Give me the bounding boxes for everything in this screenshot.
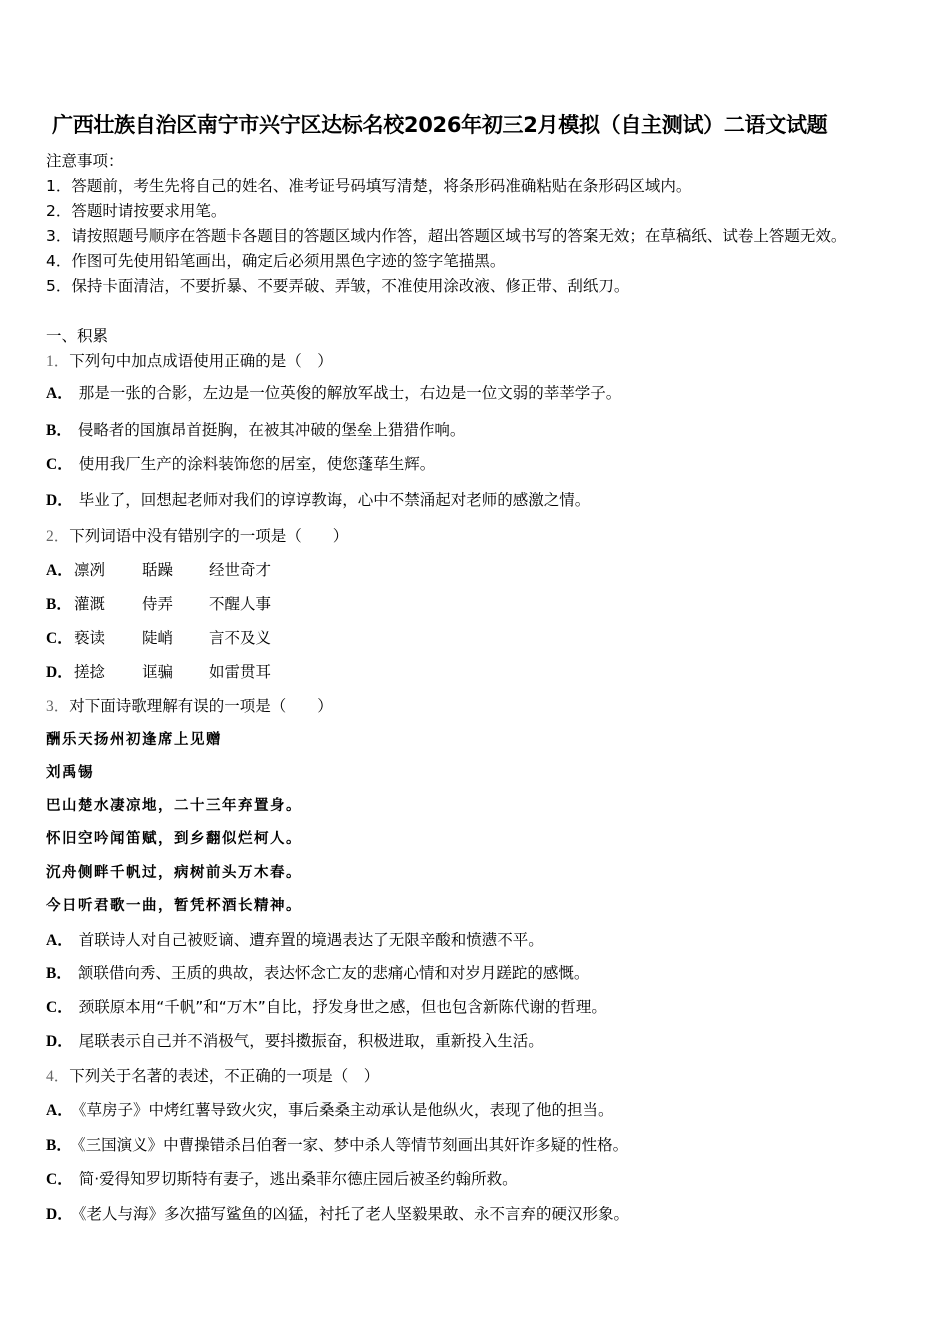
option-label: D． (46, 1206, 73, 1223)
option-label: A． (46, 562, 73, 579)
option-word: 凛冽 (74, 561, 106, 579)
option-c (46, 997, 607, 1018)
option-text: 那是一张的合影，左边是一位英俊的解放军战士，右边是一位文弱的莘莘学子。 (78, 384, 622, 402)
option-word: 灌溉 (74, 595, 106, 613)
option-a (46, 560, 346, 580)
poem-author: 刘禹锡 (46, 764, 94, 781)
option-word: 不醒人事 (209, 595, 272, 613)
option-text: 使用我厂生产的涂料装饰您的居室，使您蓬荜生辉。 (78, 455, 436, 473)
option-c (46, 454, 435, 475)
option-b (46, 594, 346, 614)
question-3 (46, 696, 333, 717)
option-text: 颔联借向秀、王质的典故，表达怀念亡友的悲痛心情和对岁月蹉跎的感慨。 (77, 964, 590, 982)
option-a (46, 383, 621, 404)
option-word: 亵读 (74, 629, 106, 647)
option-label: C． (46, 999, 73, 1016)
option-text: 《老人与海》多次描写鲨鱼的凶猛，衬托了老人坚毅果敢、永不言弃的硬汉形象。 (78, 1205, 629, 1223)
question-2 (46, 526, 348, 547)
question-stem: 下列句中加点成语使用正确的是（ ） (69, 352, 333, 370)
option-label: D． (46, 1033, 73, 1050)
option-word: 经世奇才 (209, 561, 272, 579)
option-label: D． (46, 492, 73, 509)
question-1 (46, 351, 333, 372)
poem-title: 酬乐天扬州初逢席上见赠 (46, 731, 222, 748)
option-word: 陡峭 (142, 629, 174, 647)
option-b (46, 1135, 628, 1156)
option-d (46, 1204, 629, 1225)
question-stem: 下列词语中没有错别字的一项是（ ） (69, 527, 349, 545)
option-d (46, 490, 590, 511)
option-word: 言不及义 (209, 629, 272, 647)
option-text: 简·爱得知罗切斯特有妻子，逃出桑菲尔德庄园后被圣约翰所救。 (78, 1170, 518, 1188)
question-number: 3． (46, 698, 70, 715)
option-label: C． (46, 456, 73, 473)
notice-item: 4．作图可先使用铅笔画出，确定后必须用黑色字迹的签字笔描黑。 (46, 252, 506, 270)
option-label: A． (46, 932, 73, 949)
option-text: 尾联表示自己并不消极气，要抖擞振奋，积极进取，重新投入生活。 (78, 1032, 544, 1050)
option-label: C． (46, 630, 73, 647)
option-word: 如雷贯耳 (209, 663, 272, 681)
poem-line: 怀旧空吟闻笛赋，到乡翻似烂柯人。 (46, 830, 302, 847)
poem-line: 今日听君歌一曲，暂凭杯酒长精神。 (46, 897, 302, 914)
notice-heading: 注意事项： (46, 152, 124, 170)
page-title: 广西壮族自治区南宁市兴宁区达标名校2026年初三2月模拟（自主测试）二语文试题 (52, 113, 828, 137)
option-label: A． (46, 1102, 73, 1119)
poem-line: 巴山楚水凄凉地，二十三年弃置身。 (46, 797, 302, 814)
option-text: 颈联原本用“千帆”和“万木”自比，抒发身世之感，但也包含新陈代谢的哲理。 (78, 998, 607, 1016)
option-word: 诓骗 (142, 663, 174, 681)
option-word: 搓捻 (74, 663, 106, 681)
option-a (46, 1100, 613, 1121)
notice-item: 3．请按照题号顺序在答题卡各题目的答题区域内作答，超出答题区域书写的答案无效；在草稿纸、试卷上答题无效。 (46, 227, 847, 245)
option-label: B． (46, 965, 72, 982)
notice-item: 1．答题前，考生先将自己的姓名、准考证号码填写清楚，将条形码准确粘贴在条形码区域内。 (46, 177, 692, 195)
question-stem: 对下面诗歌理解有误的一项是（ ） (69, 697, 333, 715)
question-number: 1． (46, 353, 70, 370)
option-label: C． (46, 1171, 73, 1188)
option-word: 聒躁 (142, 561, 174, 579)
question-stem: 下列关于名著的表述，不正确的一项是（ ） (69, 1067, 380, 1085)
notice-item: 5．保持卡面清洁，不要折暴、不要弄破、弄皱，不准使用涂改液、修正带、刮纸刀。 (46, 277, 630, 295)
option-label: D． (46, 664, 73, 681)
option-a (46, 930, 544, 951)
option-text: 毕业了，回想起老师对我们的谆谆教诲，心中不禁涌起对老师的感激之情。 (78, 491, 591, 509)
option-label: B． (46, 596, 72, 613)
section-heading: 一、积累 (46, 327, 109, 345)
option-d (46, 1031, 544, 1052)
option-text: 首联诗人对自己被贬谪、遭弃置的境遇表达了无限辛酸和愤懑不平。 (78, 931, 544, 949)
option-text: 侵略者的国旗昂首挺胸，在被其冲破的堡垒上猎猎作响。 (77, 421, 466, 439)
question-4 (46, 1066, 379, 1087)
option-label: B． (46, 422, 72, 439)
question-number: 2． (46, 528, 70, 545)
option-c (46, 628, 346, 648)
poem-line: 沉舟侧畔千帆过，病树前头万木春。 (46, 864, 302, 881)
option-d (46, 662, 346, 682)
option-label: A． (46, 385, 73, 402)
notice-item: 2．答题时请按要求用笔。 (46, 202, 227, 220)
option-label: B． (46, 1137, 72, 1154)
question-number: 4． (46, 1068, 70, 1085)
option-b (46, 420, 465, 441)
option-text: 《三国演义》中曹操错杀吕伯奢一家、梦中杀人等情节刻画出其奸诈多疑的性格。 (77, 1136, 629, 1154)
option-text: 《草房子》中烤红薯导致火灾，事后桑桑主动承认是他纵火，表现了他的担当。 (78, 1101, 614, 1119)
option-b (46, 963, 589, 984)
option-word: 侍弄 (142, 595, 174, 613)
option-c (46, 1169, 518, 1190)
